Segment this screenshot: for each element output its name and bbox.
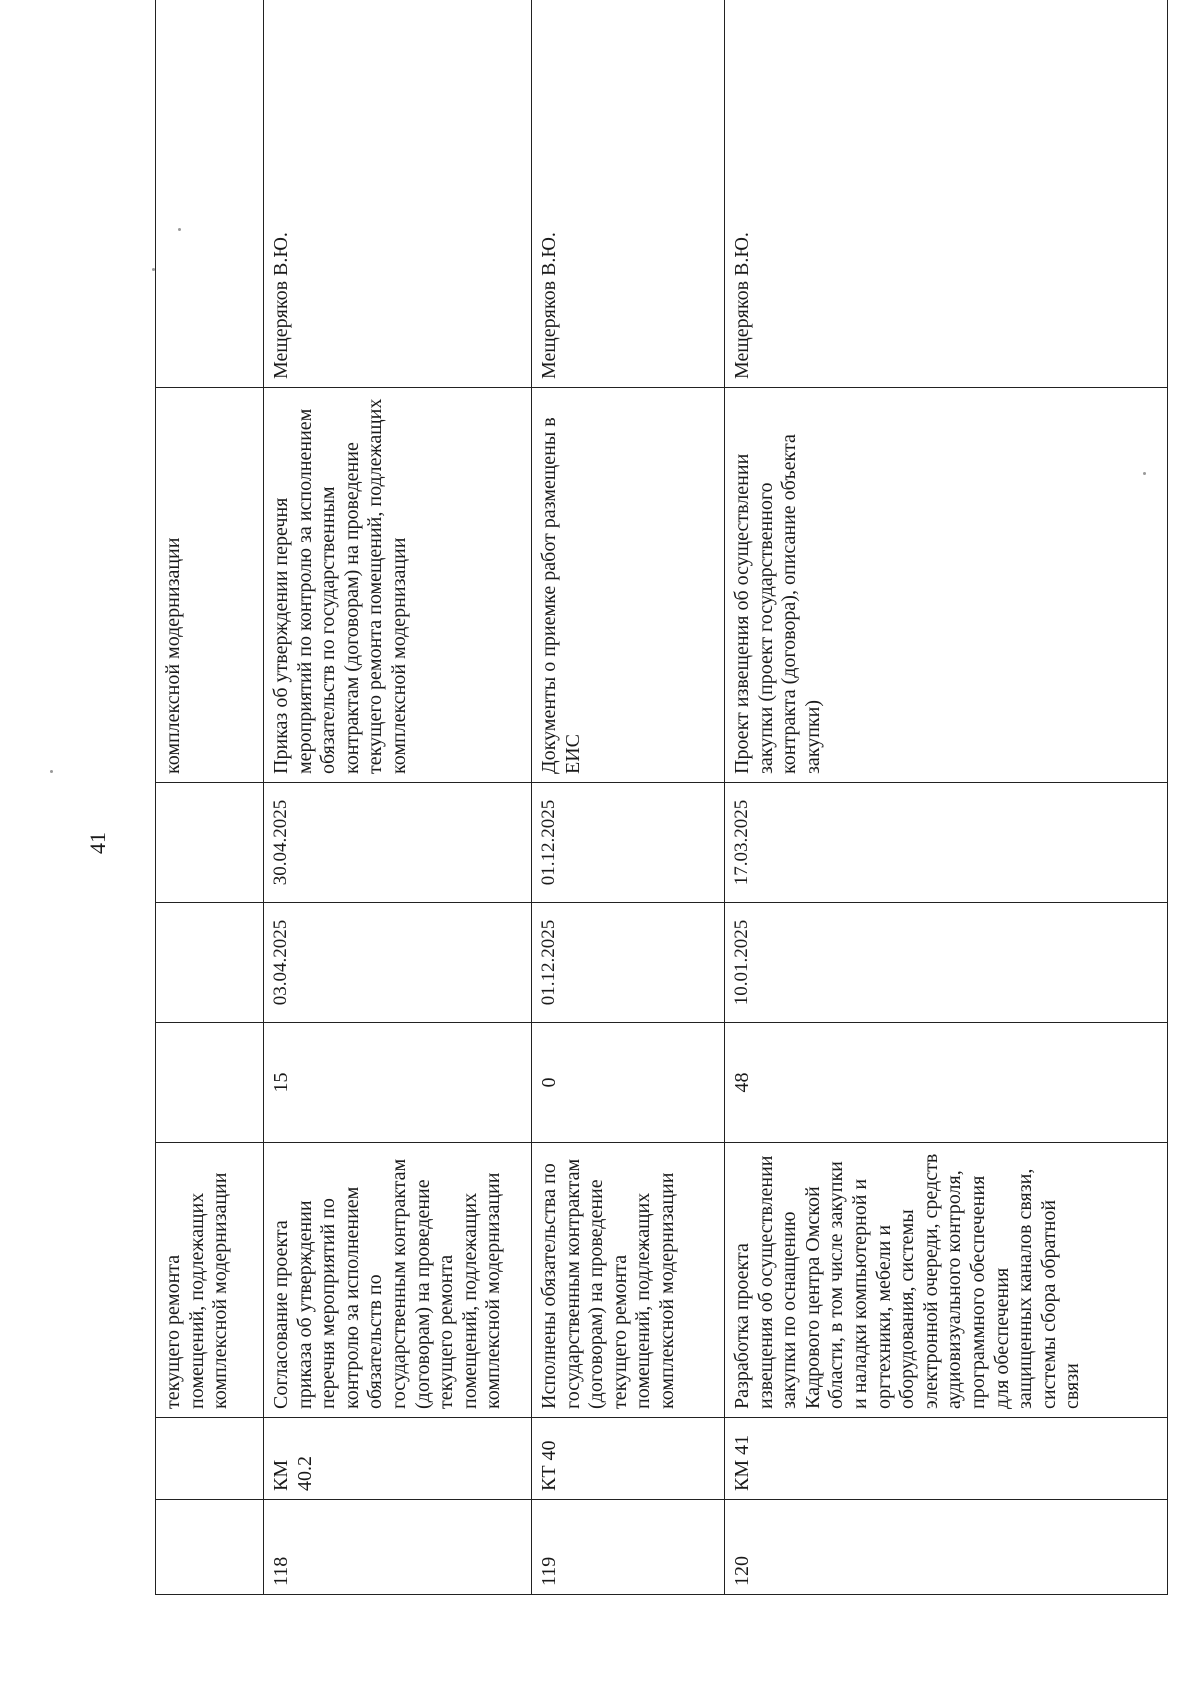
cell-num: 119 [532,1500,725,1595]
scan-speck [1143,472,1146,475]
cell-document: Приказ об утверждении перечня мероприятий по контролю за исполнением обязательств по государственным контрактам (договорам) на проведение текущего ремонта помещений, подлежащих комплексной модернизации [264,388,532,783]
cell-end: 01.12.2025 [532,783,725,903]
cell-document: Документы о приемке работ размещены в ЕИС [532,388,725,783]
cell-code: КМ 40.2 [264,1418,532,1500]
scan-speck [178,228,181,231]
cell-task: текущего ремонта помещений, подлежащих комплексной модернизации [156,1143,264,1418]
cell-document: Проект извещения об осуществлении закупки (проект государственного контракта (договора), описание объекта закупки) [725,388,1168,783]
cell-start: 03.04.2025 [264,903,532,1023]
cell-num: 118 [264,1500,532,1595]
cell-days [156,1023,264,1143]
cell-code: КТ 40 [532,1418,725,1500]
cell-end: 30.04.2025 [264,783,532,903]
table-row [532,0,725,1595]
cell-days: 15 [264,1023,532,1143]
plan-table [155,0,1168,1595]
table-row [725,0,1168,1595]
cell-num: 120 [725,1500,1168,1595]
scan-speck [50,770,53,773]
cell-code [156,1418,264,1500]
cell-start [156,903,264,1023]
cell-responsible [156,0,264,388]
cell-responsible: Мещеряков В.Ю. [532,0,725,388]
cell-code: КМ 41 [725,1418,1168,1500]
cell-days: 0 [532,1023,725,1143]
cell-document: комплексной модернизации [156,388,264,783]
cell-end: 17.03.2025 [725,783,1168,903]
cell-task: Разработка проекта извещения об осуществлении закупки по оснащению Кадрового центра Омской области, в том числе закупки и наладки компьютерной и оргтехники, мебели и оборудования, системы электронной очереди, средств аудиовизуального контроля, программного обеспечения для обеспечения защищенных каналов связи, системы сбора обратной связи [725,1143,1168,1418]
table-row [264,0,532,1595]
cell-end [156,783,264,903]
cell-task: Исполнены обязательства по государственным контрактам (договорам) на проведение текущего ремонта помещений, подлежащих комплексной модернизации [532,1143,725,1418]
rotated-table-container [155,50,1115,1595]
cell-start: 10.01.2025 [725,903,1168,1023]
cell-days: 48 [725,1023,1168,1143]
page-number: 41 [85,832,110,854]
scan-speck [152,268,155,271]
cell-num [156,1500,264,1595]
cell-task: Согласование проекта приказа об утверждении перечня мероприятий по контролю за исполнением обязательств по государственным контрактам (договорам) на проведение текущего ремонта помещений, подлежащих комплексной модернизации [264,1143,532,1418]
cell-responsible: Мещеряков В.Ю. [725,0,1168,388]
table-row [156,0,264,1595]
cell-responsible: Мещеряков В.Ю. [264,0,532,388]
cell-start: 01.12.2025 [532,903,725,1023]
